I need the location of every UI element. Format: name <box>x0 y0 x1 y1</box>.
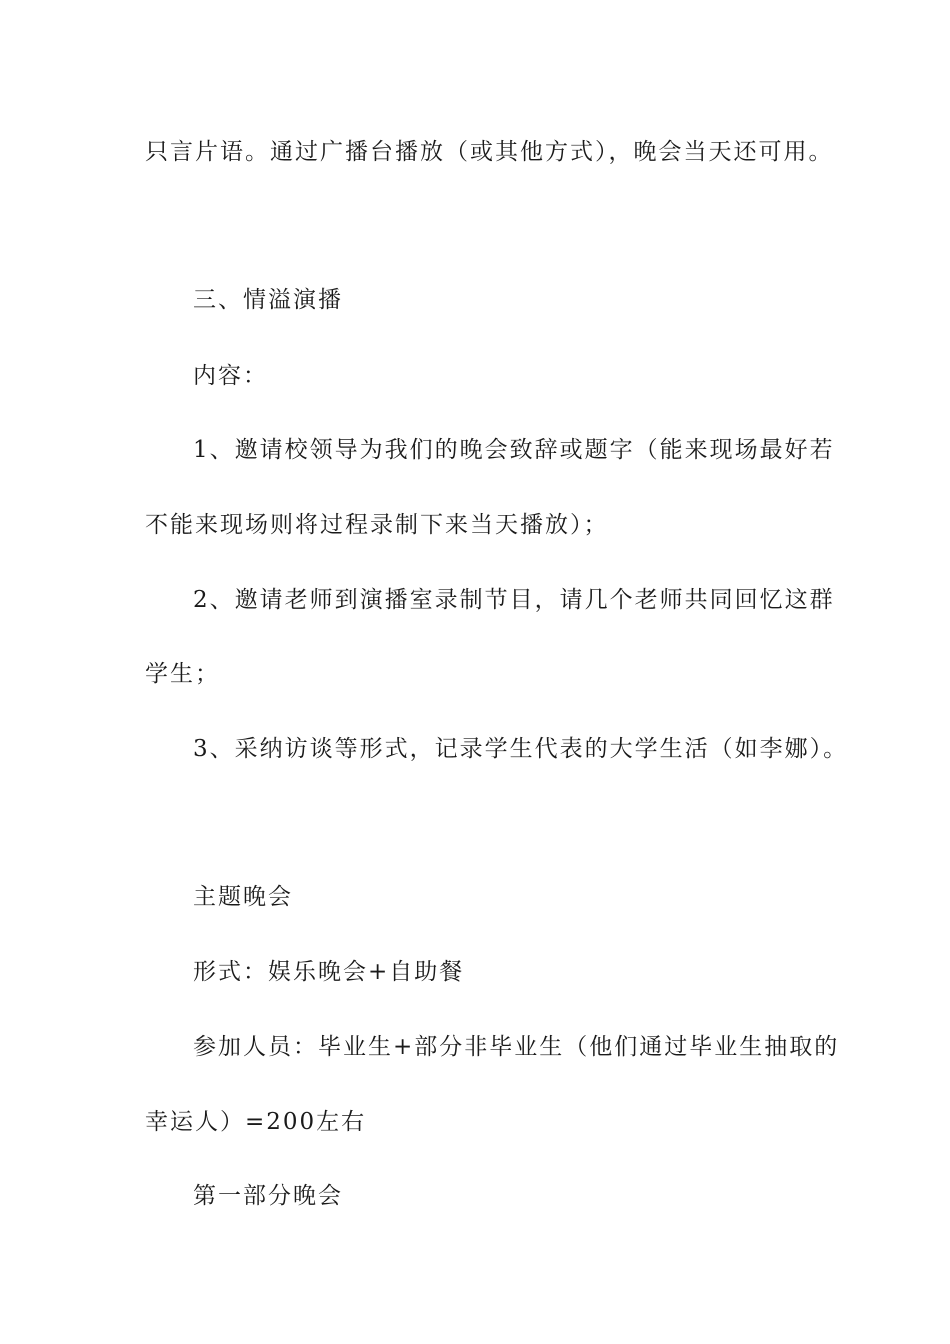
section-heading: 三、情溢演播 <box>193 287 343 313</box>
list-item-continuation: 不能来现场则将过程录制下来当天播放）； <box>145 512 609 538</box>
paragraph-line: 参加人员：毕业生+部分非毕业生（他们通过毕业生抽取的 <box>193 1034 840 1060</box>
list-item: 3、采纳访谈等形式，记录学生代表的大学生活（如李娜）。 <box>193 736 849 762</box>
section-heading: 主题晚会 <box>193 884 293 910</box>
section-heading: 第一部分晚会 <box>193 1183 343 1209</box>
paragraph-line: 只言片语。通过广播台播放（或其他方式），晚会当天还可用。 <box>145 139 834 165</box>
list-item: 1、邀请校领导为我们的晚会致辞或题字（能来现场最好若 <box>193 437 835 463</box>
list-item-continuation: 学生； <box>145 661 220 687</box>
paragraph-continuation: 幸运人）=200左右 <box>145 1109 367 1135</box>
list-item: 2、邀请老师到演播室录制节目，请几个老师共同回忆这群 <box>193 587 835 613</box>
paragraph-line: 形式：娱乐晚会+自助餐 <box>193 959 465 985</box>
paragraph-line: 内容： <box>193 363 268 389</box>
